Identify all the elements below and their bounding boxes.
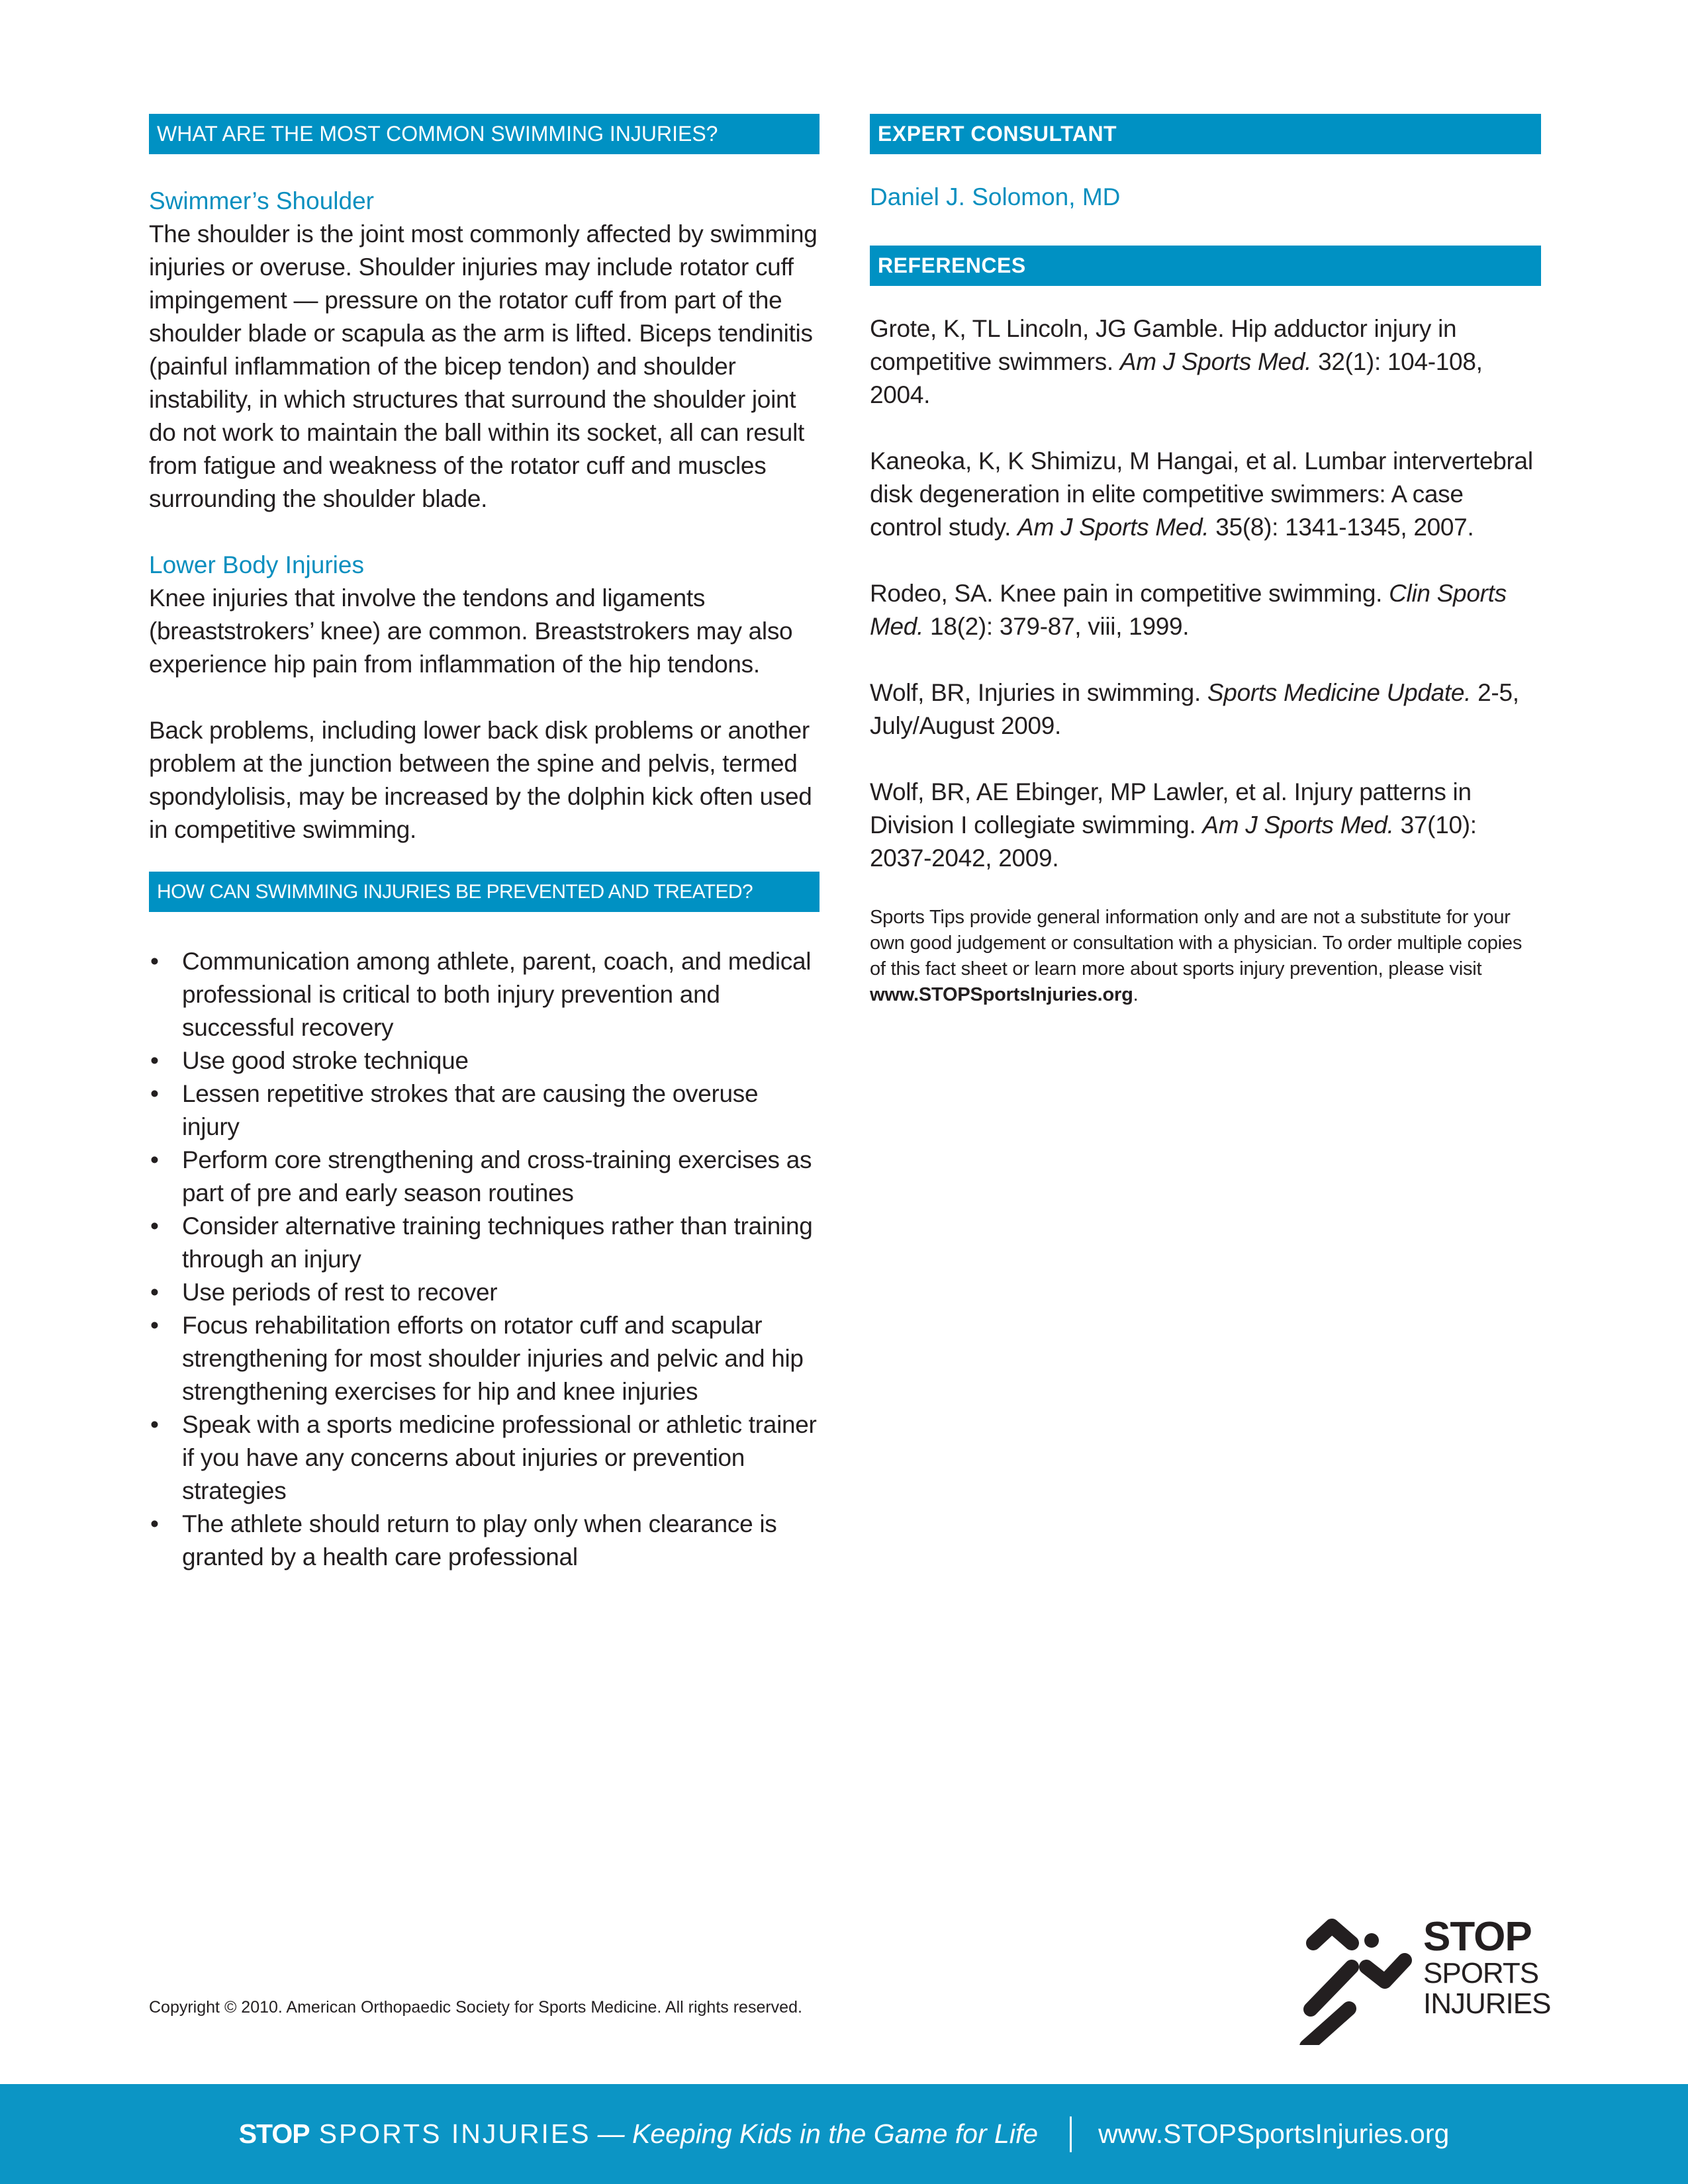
bullet-icon: • <box>150 1080 159 1107</box>
paragraph-swimmers-shoulder: The shoulder is the joint most commonly affected by swimming injuries or overuse. Shoulder injuries may include rotator cuff impingement — pressure on the rotator cuff from part of the shoulder blade or scapula as the arm is lifted. Biceps tendinitis (painful inflammation of the bicep tendon) and shoulder instability, in which structures that surround the shoulder joint do not work to maintain the ball within its socket, all can result from fatigue and weakness of the rotator cuff and muscles surrounding the shoulder blade. <box>149 220 818 512</box>
paragraph-knee-injuries: Knee injuries that involve the tendons and ligaments (breaststrokers’ knee) are common. Breaststrokers may also experience hip pain from inflammation of the hip tendons. <box>149 584 793 678</box>
stop-sports-injuries-logo <box>1297 1913 1551 2045</box>
bullet-icon: • <box>150 1212 159 1240</box>
subheading-lower-body-injuries: Lower Body Injuries <box>149 551 364 578</box>
list-item: • Consider alternative training techniques rather than training through an injury <box>149 1210 820 1276</box>
bullet-icon: • <box>150 1279 159 1306</box>
running-figure-icon <box>1297 1913 1417 2045</box>
list-item: • Perform core strengthening and cross-training exercises as part of pre and early season routines <box>149 1144 820 1210</box>
right-column <box>870 114 1541 1008</box>
list-item: • Focus rehabilitation efforts on rotator cuff and scapular strengthening for most shoulder injuries and pelvic and hip strengthening exercises for hip and knee injuries <box>149 1309 820 1408</box>
section-header-common-injuries: WHAT ARE THE MOST COMMON SWIMMING INJURIES? <box>149 114 820 154</box>
paragraph-back-problems: Back problems, including lower back disk problems or another problem at the junction between the spine and pelvis, termed spondylolisis, may be increased by the dolphin kick often used in competitive swimming. <box>149 717 812 843</box>
list-item: • Use periods of rest to recover <box>149 1276 820 1309</box>
footer-sports-injuries: SPORTS INJURIES <box>318 2118 591 2149</box>
reference-item: Grote, K, TL Lincoln, JG Gamble. Hip adductor injury in competitive swimmers. Am J Sports Med. 32(1): 104-108, 2004. <box>870 315 1483 408</box>
list-item: • Lessen repetitive strokes that are causing the overuse injury <box>149 1077 820 1144</box>
reference-item: Kaneoka, K, K Shimizu, M Hangai, et al. Lumbar intervertebral disk degeneration in elite competitive swimmers: A case control study. Am J Sports Med. 35(8): 1341-1345, 2007. <box>870 447 1533 541</box>
section-header-expert-consultant: EXPERT CONSULTANT <box>870 114 1541 154</box>
reference-item: Wolf, BR, Injuries in swimming. Sports Medicine Update. 2-5, July/August 2009. <box>870 679 1519 739</box>
footer-divider <box>1070 2116 1072 2152</box>
section-header-references: REFERENCES <box>870 246 1541 286</box>
list-item: • The athlete should return to play only when clearance is granted by a health care professional <box>149 1508 820 1574</box>
bullet-icon: • <box>150 1146 159 1173</box>
footer-stop: STOP <box>238 2118 310 2149</box>
references-list <box>870 312 1541 875</box>
copyright-notice: Copyright © 2010. American Orthopaedic Society for Sports Medicine. All rights reserved. <box>149 1998 802 2017</box>
bullet-icon: • <box>150 948 159 975</box>
bullet-icon: • <box>150 1411 159 1438</box>
consultant-name: Daniel J. Solomon, MD <box>870 183 1121 210</box>
section-header-prevention: HOW CAN SWIMMING INJURIES BE PREVENTED AND TREATED? <box>149 872 820 912</box>
footer-tagline: — Keeping Kids in the Game for Life <box>597 2118 1039 2149</box>
list-item: • Speak with a sports medicine professional or athletic trainer if you have any concerns about injuries or prevention strategies <box>149 1408 820 1508</box>
footer-website-link[interactable]: www.STOPSportsInjuries.org <box>1098 2118 1450 2149</box>
reference-item: Rodeo, SA. Knee pain in competitive swimming. Clin Sports Med. 18(2): 379-87, viii, 1999. <box>870 580 1507 640</box>
left-column <box>149 114 820 1574</box>
footer-banner <box>0 2084 1688 2184</box>
bullet-icon: • <box>150 1047 159 1074</box>
website-link[interactable]: www.STOPSportsInjuries.org <box>870 984 1133 1005</box>
list-item: • Use good stroke technique <box>149 1044 820 1077</box>
prevention-list <box>149 945 820 1574</box>
bullet-icon: • <box>150 1510 159 1537</box>
subheading-swimmers-shoulder: Swimmer’s Shoulder <box>149 187 374 214</box>
logo-wordmark: STOP SPORTS INJURIES <box>1423 1914 1551 2020</box>
disclaimer: Sports Tips provide general information only and are not a substitute for your own good judgement or consultation with a physician. To order multiple copies of this fact sheet or learn more about sports injury prevention, please visit www.STOPSportsInjuries.org. <box>870 907 1523 1005</box>
reference-item: Wolf, BR, AE Ebinger, MP Lawler, et al. Injury patterns in Division I collegiate swimming. Am J Sports Med. 37(10): 2037-2042, 2009. <box>870 778 1477 872</box>
list-item: • Communication among athlete, parent, coach, and medical professional is critical to both injury prevention and successful recovery <box>149 945 820 1044</box>
bullet-icon: • <box>150 1312 159 1339</box>
